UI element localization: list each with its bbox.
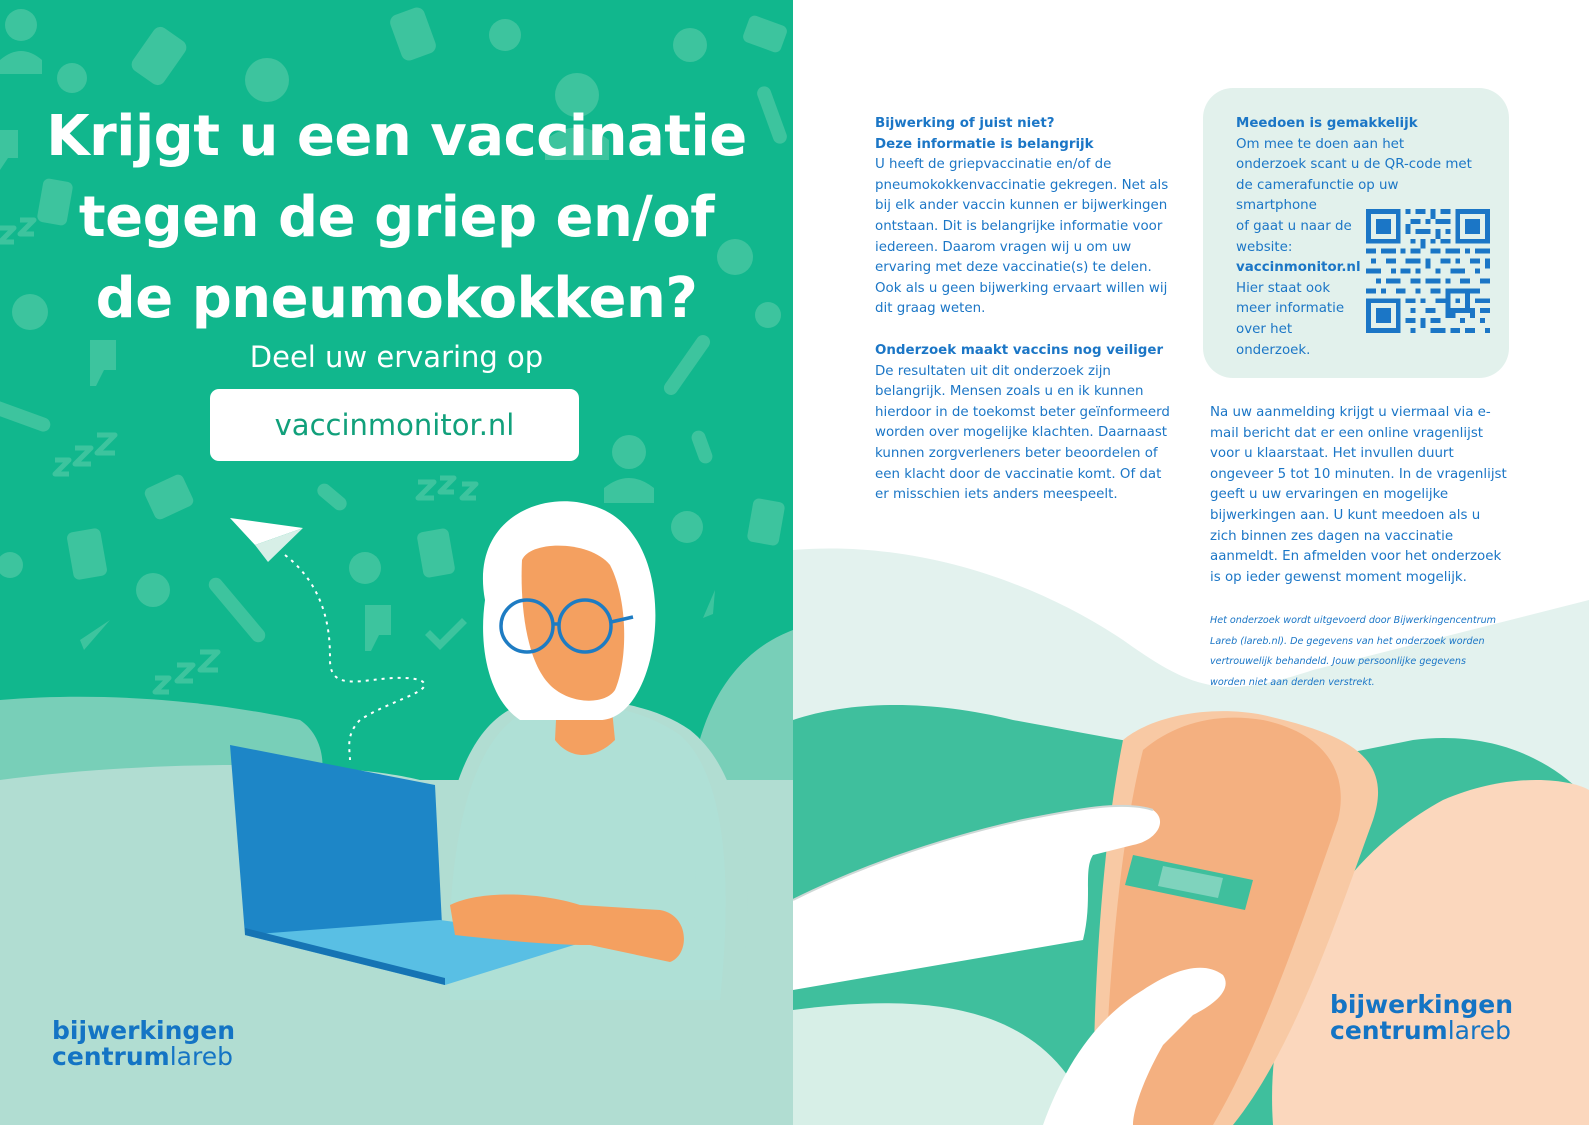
thermometer-icon	[206, 575, 268, 645]
bottle-icon	[416, 528, 456, 579]
qr-card-narrow-1: of gaat u naar de website:	[1236, 218, 1352, 255]
smiley-icon	[57, 63, 87, 93]
bottle-icon	[129, 24, 190, 88]
section-body: De resultaten uit dit onderzoek zijn belangrijk. Mensen zoals u en ik kunnen hierdoor in de toekomst beter geïnformeerd worden over mogelijke klachten. Daarnaast kunnen zorgverleners beter beoordelen of een klacht door de vaccinatie komt. Of dat er misschien iets anders meespeelt.	[875, 363, 1170, 503]
subtitle: Deel uw ervaring op	[249, 340, 544, 374]
disclaimer: Het onderzoek wordt uitgevoerd door Bijwerkingencentrum Lareb (lareb.nl). De gegevens van het onderzoek worden vertrouwelijk behandeld. Jouw persoonlijke gegevens worden niet aan derden verstrekt.	[1210, 615, 1497, 688]
logo-line2-light: lareb	[1447, 1016, 1511, 1046]
logo-line2-light: lareb	[169, 1042, 233, 1072]
person-icon	[604, 435, 654, 503]
thumbs-down-icon	[365, 605, 391, 651]
bottle-icon	[66, 527, 108, 580]
info-column-left	[875, 114, 1175, 506]
headline-line: Krijgt u een vaccinatie	[46, 104, 747, 169]
bottle-icon	[143, 473, 195, 522]
check-icon	[703, 590, 715, 618]
vaccinmonitor-link-label: vaccinmonitor.nl	[274, 408, 515, 442]
vaccinmonitor-link[interactable]	[210, 389, 579, 461]
check-icon	[80, 620, 110, 650]
bottle-icon	[741, 14, 788, 54]
section-body: Na uw aanmelding krijgt u viermaal via e-mail bericht dat er een online vragenlijst voor u klaarstaat. Het invullen duurt ongeveer 5 tot 10 minuten. In de vragenlijst geeft u uw ervaringen en mogelijke bijwerkingen aan. U kunt meedoen als u zich binnen zes dagen na vaccinatie aanmeldt. En afmelden voor het onderzoek is op ieder gewenst moment mogelijk.	[1210, 405, 1507, 585]
section-heading: Deze informatie is belangrijk	[875, 136, 1094, 152]
bottle-icon	[746, 498, 785, 547]
smiley-icon	[136, 573, 170, 607]
info-column-right	[1210, 403, 1510, 588]
logo-line2-bold: centrum	[52, 1042, 170, 1072]
bottle-icon	[388, 5, 438, 62]
bandage-icon	[690, 429, 715, 466]
lareb-logo	[1330, 992, 1513, 1045]
headline-line: de pneumokokken?	[95, 266, 698, 331]
thermometer-icon	[0, 396, 52, 433]
zzz-icon	[155, 652, 218, 692]
lareb-logo	[52, 1018, 235, 1071]
qr-code-icon[interactable]	[1366, 209, 1490, 333]
check-icon	[425, 618, 467, 650]
section-body: U heeft de griepvaccinatie en/of de pneumokokkenvaccinatie gekregen. Net als bij elk ander vaccin kunnen er bijwerkingen ontstaan. Dit is belangrijke informatie voor iedereen. Daarom vragen wij u om uw ervaring met deze vaccinatie(s) te delen. Ook als u geen bijwerking ervaart willen wij dit graag weten.	[875, 157, 1169, 317]
smiley-icon	[671, 511, 703, 543]
qr-card-intro: Om mee te doen aan het onderzoek scant u de QR-code met de camerafunctie op uw smartphone	[1236, 136, 1472, 214]
smiley-icon	[349, 552, 381, 584]
qr-card-heading: Meedoen is gemakkelijk	[1236, 116, 1418, 131]
section-heading: Onderzoek maakt vaccins nog veiliger	[875, 342, 1164, 358]
qr-card-url[interactable]: vaccinmonitor.nl	[1236, 260, 1361, 276]
section-heading: Bijwerking of juist niet?	[875, 116, 1055, 131]
bandage-icon	[314, 481, 349, 514]
smiley-icon	[0, 552, 23, 578]
smiley-icon	[673, 28, 707, 62]
front-page	[0, 0, 793, 1125]
logo-line1: bijwerkingen	[1330, 990, 1514, 1019]
qr-card-narrow-2: Hier staat ook meer informatie over het onderzoek.	[1236, 280, 1345, 358]
person-icon	[0, 9, 42, 74]
headline	[20, 96, 773, 339]
smiley-icon	[489, 19, 521, 51]
back-page	[793, 0, 1589, 1125]
logo-line1: bijwerkingen	[52, 1016, 236, 1045]
headline-line: tegen de griep en/of	[78, 185, 715, 250]
zzz-icon	[55, 435, 115, 474]
zzz-icon	[418, 478, 476, 498]
logo-line2-bold: centrum	[1330, 1016, 1448, 1046]
thumbs-down-icon	[0, 130, 18, 170]
